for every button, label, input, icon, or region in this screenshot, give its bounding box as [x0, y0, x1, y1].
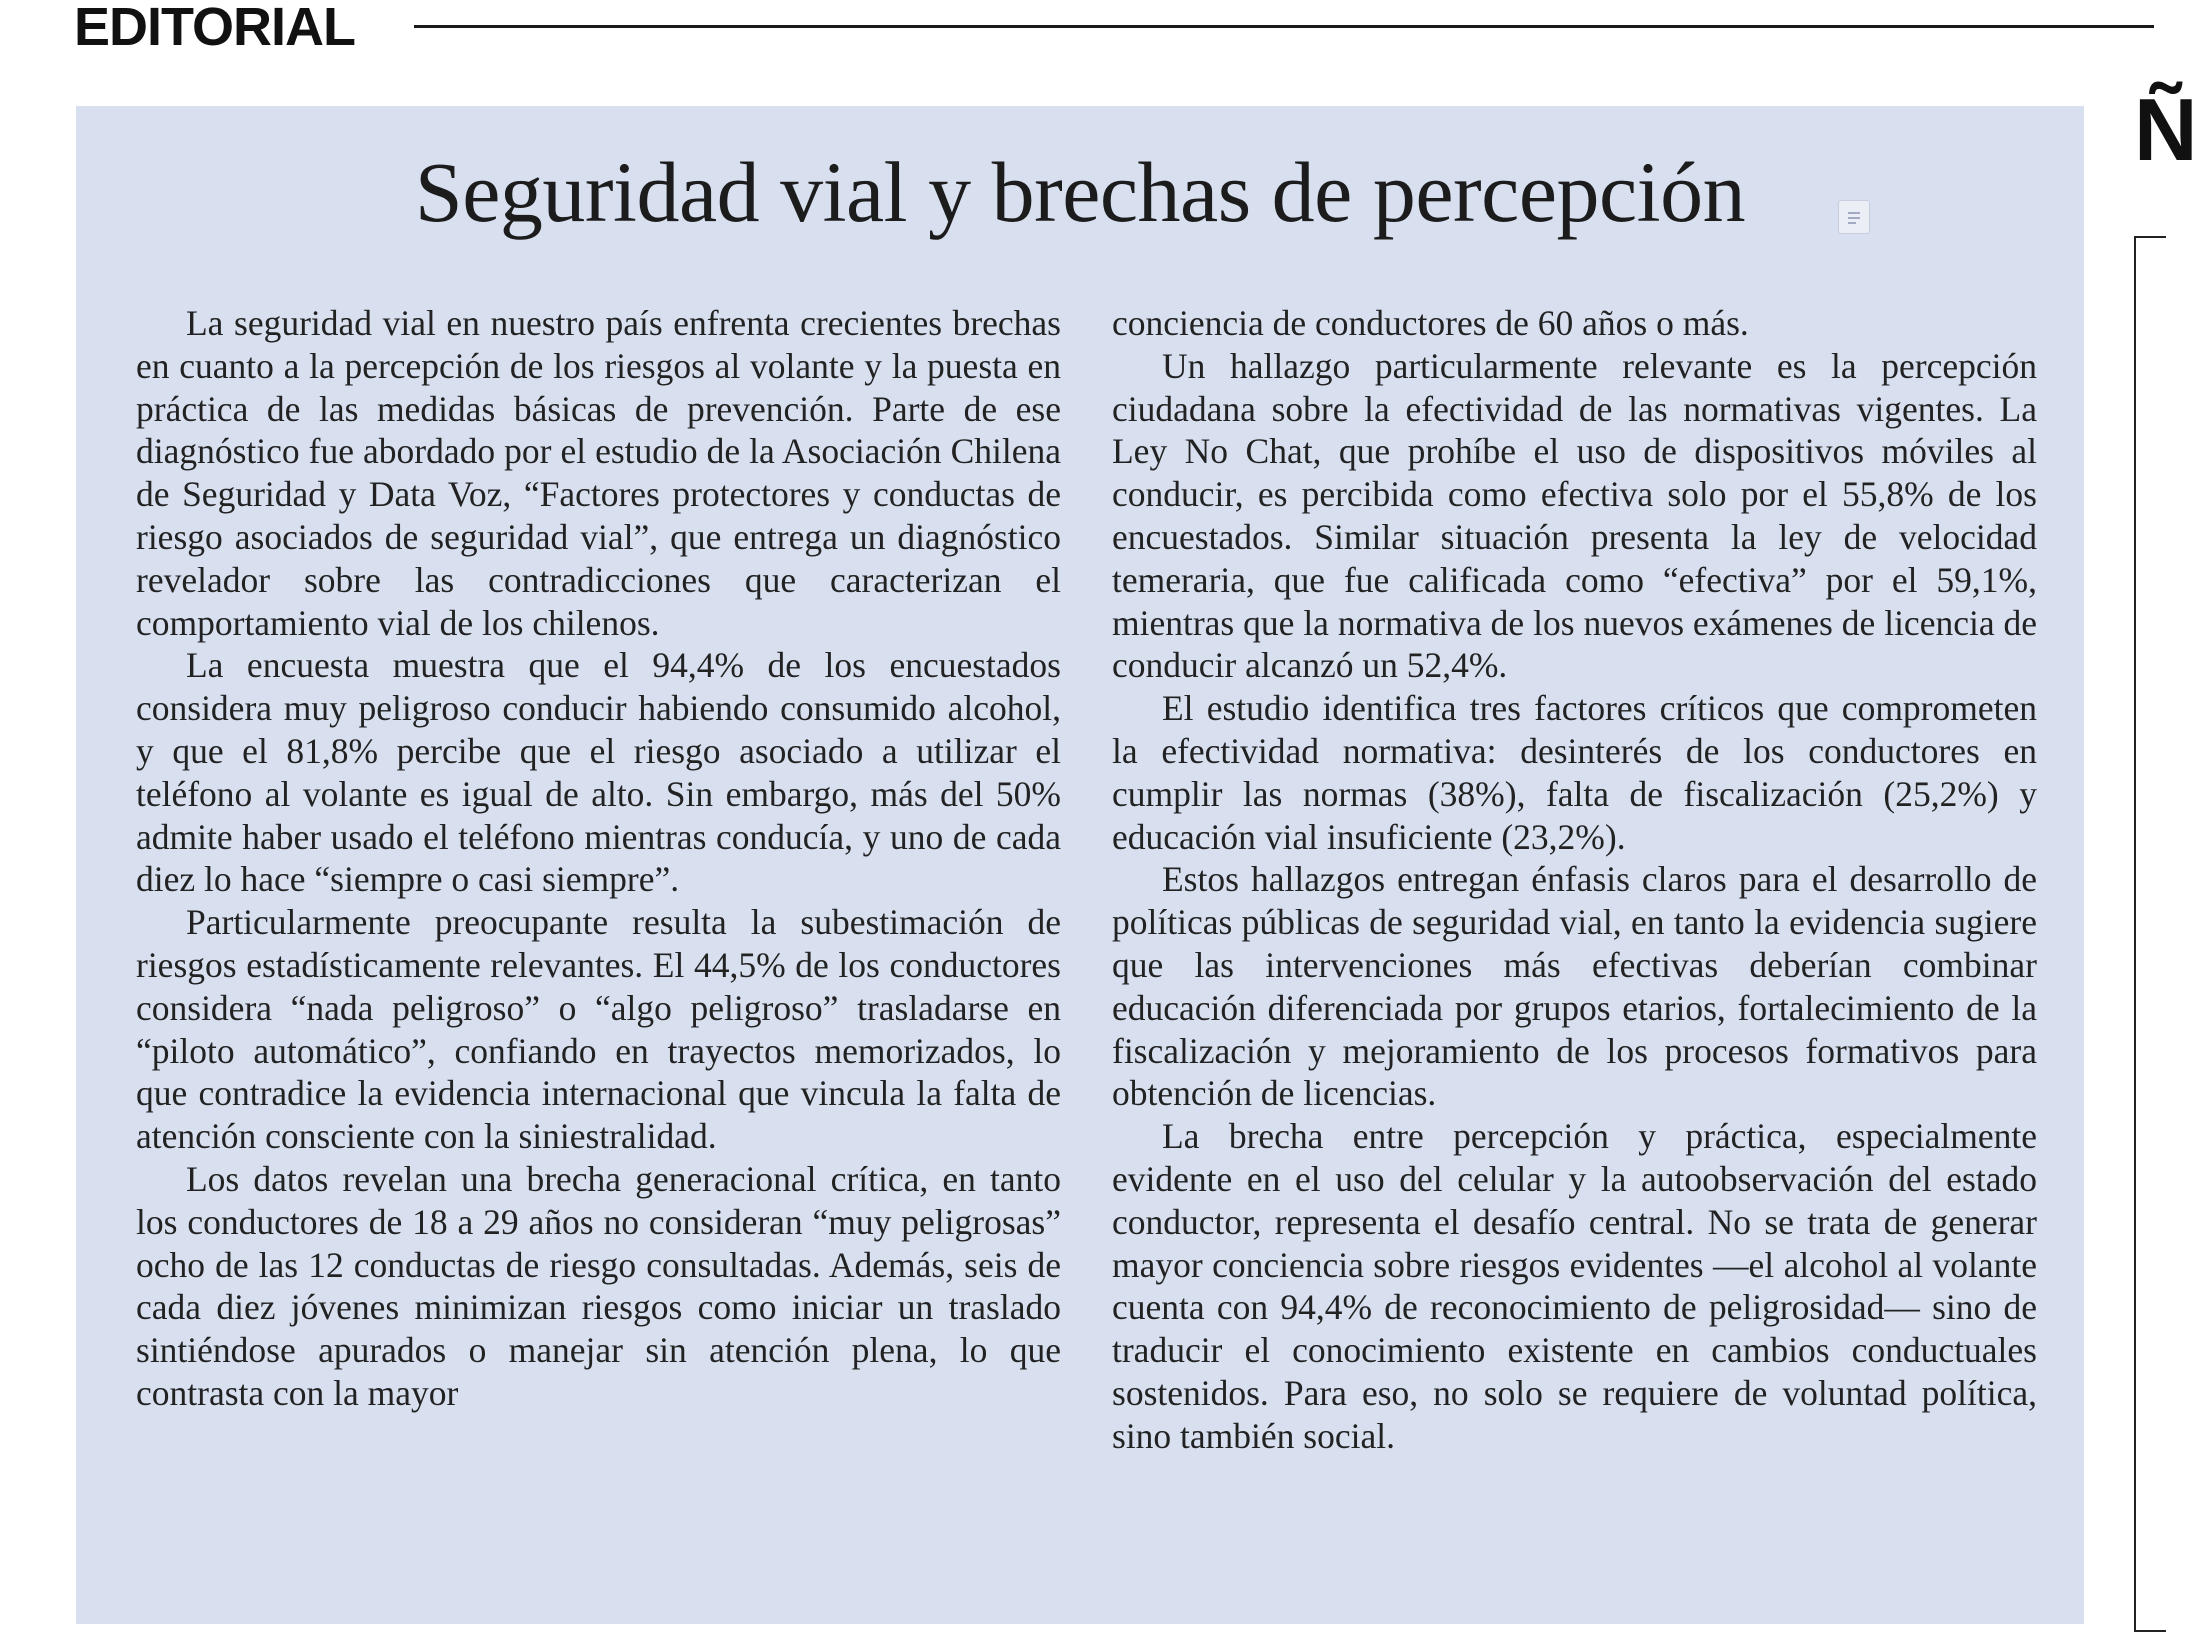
adjacent-page-frame — [2134, 236, 2166, 1632]
article-paragraph: Un hallazgo particularmente relevante es la percepción ciudadana sobre la efectividad de las normativas vigentes. La Ley No Chat, que prohíbe el uso de dispositivos móviles al conducir, es percibida como efectiva solo por el 55,8% de los encuestados. Similar situación presenta la ley de velocidad temeraria, que fue calificada como “efectiva” por el 59,1%, mientras que la normativa de los nuevos exámenes de licencia de conducir alcanzó un 52,4%. — [1112, 345, 2037, 686]
article-column-left — [136, 302, 1061, 1415]
article-paragraph: La encuesta muestra que el 94,4% de los encuestados considera muy peligroso conducir habiendo consumido alcohol, y que el 81,8% percibe que el riesgo asociado a utilizar el teléfono al volante es igual de alto. Sin embargo, más del 50% admite haber usado el teléfono mientras conducía, y uno de cada diez lo hace “siempre o casi siempre”. — [136, 645, 1061, 900]
article-title: Seguridad vial y brechas de percepción — [414, 144, 1746, 240]
article-paragraph: La brecha entre percepción y práctica, especialmente evidente en el uso del celular y la autoobservación del estado conductor, representa el desafío central. No se trata de generar mayor conciencia sobre riesgos evidentes —el alcohol al volante cuenta con 94,4% de reconocimiento de peligrosidad— sino de traducir el conocimiento existente en cambios conductuales sostenidos. Para eso, no solo se requiere de voluntad política, sino también social. — [1112, 1116, 2037, 1456]
article-column-right — [1112, 302, 2037, 1458]
adjacent-page-glyph: Ñ — [2134, 80, 2198, 179]
editorial-panel — [76, 106, 2084, 1624]
article-paragraph: Estos hallazgos entregan énfasis claros para el desarrollo de políticas públicas de seguridad vial, en tanto la evidencia sugiere que las intervenciones más efectivas deberían combinar educación diferenciada por grupos etarios, fortalecimiento de la fiscalización y mejoramiento de los procesos formativos para obtención de licencias. — [1112, 859, 2037, 1114]
section-label: EDITORIAL — [74, 0, 356, 57]
article-paragraph: El estudio identifica tres factores críticos que comprometen la efectividad normativa: desinterés de los conductores en cumplir las normas (38%), falta de fiscalización (25,2%) y educación vial insuficiente (23,2%). — [1112, 688, 2037, 857]
note-icon[interactable] — [1838, 200, 1870, 234]
article-paragraph: Particularmente preocupante resulta la subestimación de riesgos estadísticamente relevantes. El 44,5% de los conductores considera “nada peligroso” o “algo peligroso” trasladarse en “piloto automático”, confiando en trayectos memorizados, lo que contradice la evidencia internacional que vincula la falta de atención consciente con la siniestralidad. — [136, 902, 1061, 1157]
section-header — [74, 0, 2154, 58]
article-paragraph: Los datos revelan una brecha generacional crítica, en tanto los conductores de 18 a 29 años no consideran “muy peligrosas” ocho de las 12 conductas de riesgo consultadas. Además, seis de cada diez jóvenes minimizan riesgos como iniciar un traslado sintiéndose apurados o manejar sin atención plena, lo que contrasta con la mayor — [136, 1158, 1061, 1413]
article-paragraph: conciencia de conductores de 60 años o más. — [1112, 303, 1749, 343]
article-paragraph: La seguridad vial en nuestro país enfrenta crecientes brechas en cuanto a la percepción de los riesgos al volante y la puesta en práctica de las medidas básicas de prevención. Parte de ese diagnóstico fue abordado por el estudio de la Asociación Chilena de Seguridad y Data Voz, “Factores protectores y conductas de riesgo asociados de seguridad vial”, que entrega un diagnóstico revelador sobre las contradicciones que caracterizan el comportamiento vial de los chilenos. — [136, 303, 1061, 643]
section-rule — [414, 25, 2154, 28]
